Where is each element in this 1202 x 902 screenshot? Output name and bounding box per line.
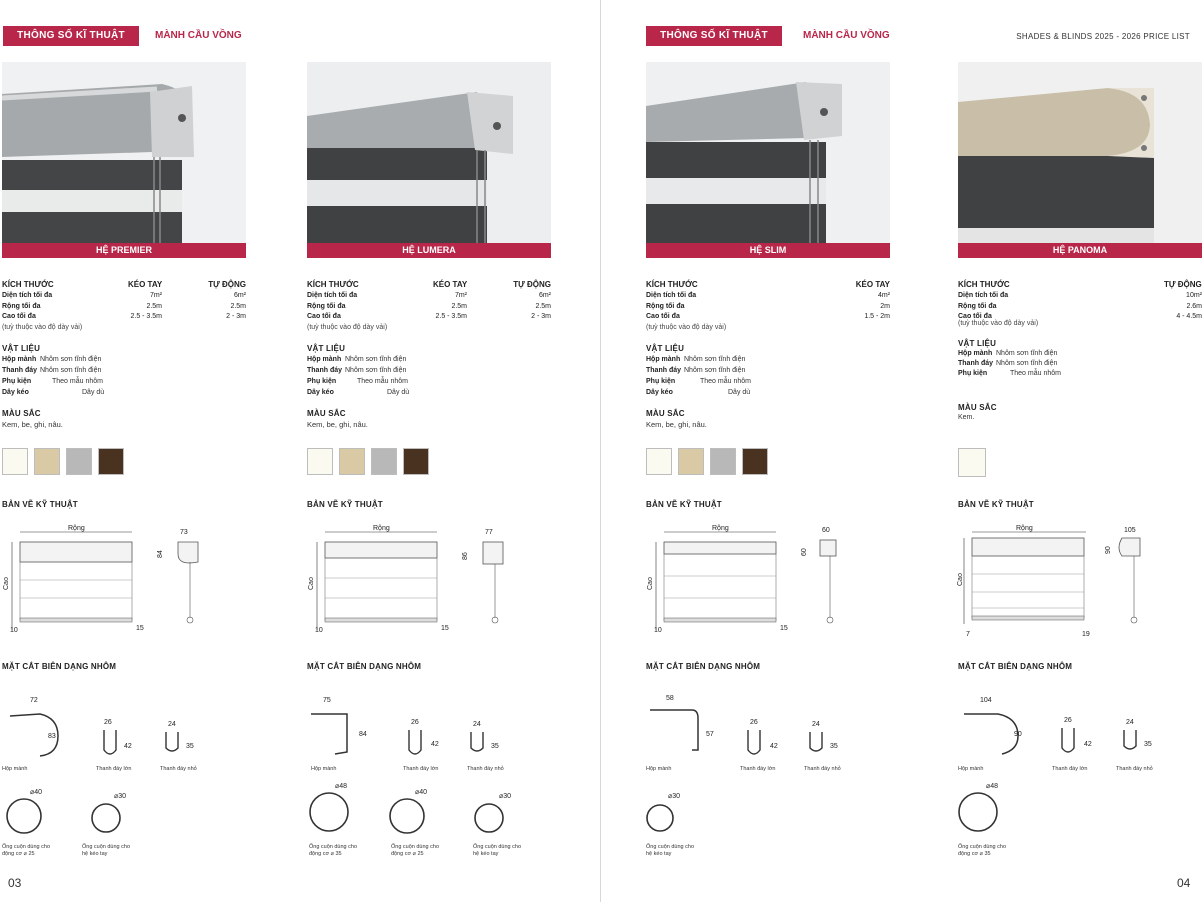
product-line: MÀNH CẦU VỒNG [155,30,242,41]
material-row: Phụ kiện Theo mẫu nhôm [958,370,1061,377]
svg-text:86: 86 [462,552,469,560]
svg-text:24: 24 [1126,719,1134,726]
svg-text:Hộp mành: Hộp mành [2,766,28,772]
svg-text:Cao: Cao [308,577,315,590]
svg-text:⌀40: ⌀40 [30,789,43,796]
technical-drawing [307,520,551,640]
technical-drawing [2,520,246,640]
fabric-note: (tuỳ thuộc vào độ dày vải) [646,324,727,331]
svg-text:Hộp mành: Hộp mành [646,766,672,772]
spec-row-height: Cao tối đa 4 - 4.5m [958,313,1202,320]
colors-text: Kem, be, ghi, nâu. [2,420,63,429]
page-number: 04 [1177,876,1191,890]
svg-text:10: 10 [10,627,18,634]
svg-text:90: 90 [1105,546,1112,554]
svg-text:⌀48: ⌀48 [335,783,348,790]
material-heading: VẬT LIỆU [958,339,997,348]
material-row: Dây kéo Dây dù [2,389,105,396]
svg-text:73: 73 [180,529,188,536]
profile-sections [958,688,1202,868]
svg-text:Ống cuộn dùng cho: Ống cuộn dùng cho [309,844,358,850]
svg-text:Ống cuộn dùng cho: Ống cuộn dùng cho [473,844,522,850]
svg-text:42: 42 [770,743,778,750]
svg-text:Thanh đáy nhỏ: Thanh đáy nhỏ [804,766,841,772]
section-tag: THÔNG SỐ KĨ THUẬT [646,26,782,46]
svg-text:105: 105 [1124,527,1136,534]
svg-text:Thanh đáy nhỏ: Thanh đáy nhỏ [467,766,504,772]
material-row: Thanh đáy Nhôm sơn tĩnh điện [646,367,746,374]
svg-text:60: 60 [822,527,830,534]
svg-text:Thanh đáy nhỏ: Thanh đáy nhỏ [160,766,197,772]
svg-text:Thanh đáy lớn: Thanh đáy lớn [740,766,776,772]
svg-text:42: 42 [124,743,132,750]
svg-text:35: 35 [491,743,499,750]
svg-text:động cơ ⌀ 35: động cơ ⌀ 35 [309,851,342,857]
svg-text:24: 24 [473,721,481,728]
svg-text:75: 75 [323,697,331,704]
section-tag: THÔNG SỐ KĨ THUẬT [3,26,139,46]
svg-text:động cơ ⌀ 25: động cơ ⌀ 25 [391,851,424,857]
product-slim [646,0,890,902]
drawing-heading: BẢN VẼ KỸ THUẬT [2,500,78,509]
color-heading: MÀU SẮC [2,409,41,418]
auto-heading: TỰ ĐỘNG [1164,280,1202,289]
auto-heading: TỰ ĐỘNG [208,280,246,289]
material-row: Thanh đáy Nhôm sơn tĩnh điện [958,360,1058,367]
svg-text:19: 19 [1082,631,1090,638]
color-swatch [958,448,986,477]
spec-row-area: Diện tích tối đa 7m² 6m² [307,292,551,299]
svg-text:⌀40: ⌀40 [415,789,428,796]
color-swatch [710,448,736,475]
spec-row-width: Rộng tối đa 2.5m 2.5m [307,303,551,310]
svg-text:42: 42 [1084,741,1092,748]
material-row: Phụ kiện Theo mẫu nhôm [2,378,103,385]
svg-text:Cao: Cao [647,577,654,590]
color-heading: MÀU SẮC [958,403,997,412]
svg-text:Rộng: Rộng [68,525,85,532]
color-heading: MÀU SẮC [307,409,346,418]
auto-heading: TỰ ĐỘNG [513,280,551,289]
profile-sections [646,688,890,868]
color-swatch [742,448,768,475]
material-heading: VẬT LIỆU [307,344,346,353]
technical-drawing [958,520,1202,640]
color-swatch [678,448,704,475]
svg-text:84: 84 [359,731,367,738]
product-photo [646,62,890,258]
svg-text:⌀30: ⌀30 [499,793,512,800]
size-heading: KÍCH THƯỚC [2,280,54,289]
color-swatch [98,448,124,475]
profile-heading: MẶT CẮT BIÊN DẠNG NHÔM [2,662,117,671]
svg-text:10: 10 [654,627,662,634]
product-photo [958,62,1202,258]
technical-drawing [646,520,890,640]
profile-sections [307,688,551,868]
svg-text:động cơ ⌀ 25: động cơ ⌀ 25 [2,851,35,857]
svg-text:15: 15 [136,625,144,632]
drawing-heading: BẢN VẼ KỸ THUẬT [958,500,1034,509]
svg-text:35: 35 [186,743,194,750]
color-swatch [2,448,28,475]
colors-text: Kem, be, ghi, nâu. [307,420,368,429]
product-line: MÀNH CẦU VỒNG [803,30,890,41]
svg-text:Ống cuộn dùng cho: Ống cuộn dùng cho [82,844,131,850]
product-photo [307,62,551,258]
svg-text:57: 57 [706,731,714,738]
svg-text:10: 10 [315,627,323,634]
spec-row-area: Diện tích tối đa 7m² 6m² [2,292,246,299]
material-row: Phụ kiện Theo mẫu nhôm [307,378,408,385]
svg-text:42: 42 [431,741,439,748]
svg-text:hệ kéo tay: hệ kéo tay [82,851,108,857]
product-photo [2,62,246,258]
color-swatch [646,448,672,475]
svg-text:24: 24 [168,721,176,728]
svg-text:77: 77 [485,529,493,536]
spec-row-width: Rộng tối đa 2m [646,303,890,310]
svg-text:26: 26 [411,719,419,726]
manual-heading: KÉO TAY [128,280,163,289]
product-premier [2,0,246,902]
svg-text:7: 7 [966,631,970,638]
svg-text:⌀30: ⌀30 [668,793,681,800]
svg-text:90: 90 [1014,731,1022,738]
svg-text:Thanh đáy nhỏ: Thanh đáy nhỏ [1116,766,1153,772]
drawing-heading: BẢN VẼ KỸ THUẬT [646,500,722,509]
svg-text:26: 26 [1064,717,1072,724]
svg-text:83: 83 [48,733,56,740]
material-row: Dây kéo Dây dù [307,389,410,396]
svg-text:Hộp mành: Hộp mành [958,766,984,772]
manual-heading: KÉO TAY [855,280,890,289]
manual-heading: KÉO TAY [433,280,468,289]
product-name: HỆ LUMERA [307,243,551,258]
colors-text: Kem, be, ghi, nâu. [646,420,707,429]
color-swatch [339,448,365,475]
size-heading: KÍCH THƯỚC [646,280,698,289]
right-page [600,0,1200,902]
product-panoma [958,0,1202,902]
spec-row-area: Diện tích tối đa 4m² [646,292,890,299]
svg-text:15: 15 [441,625,449,632]
svg-text:24: 24 [812,721,820,728]
svg-text:26: 26 [750,719,758,726]
material-row: Hộp mành Nhôm sơn tĩnh điện [958,350,1058,357]
size-heading: KÍCH THƯỚC [958,280,1010,289]
svg-text:động cơ ⌀ 35: động cơ ⌀ 35 [958,851,991,857]
svg-text:Thanh đáy lớn: Thanh đáy lớn [403,766,439,772]
material-row: Hộp mành Nhôm sơn tĩnh điện [646,356,746,363]
spec-row-width: Rộng tối đa 2.6m [958,303,1202,310]
svg-text:Rộng: Rộng [373,525,390,532]
svg-text:⌀48: ⌀48 [986,783,999,790]
product-name: HỆ PREMIER [2,243,246,258]
material-row: Thanh đáy Nhôm sơn tĩnh điện [307,367,407,374]
spec-row-width: Rộng tối đa 2.5m 2.5m [2,303,246,310]
color-heading: MÀU SẮC [646,409,685,418]
spec-row-area: Diện tích tối đa 10m² [958,292,1202,299]
svg-text:72: 72 [30,697,38,704]
svg-text:15: 15 [780,625,788,632]
spec-row-height: Cao tối đa 1.5 - 2m [646,313,890,320]
fabric-note: (tuỳ thuộc vào độ dày vải) [307,324,388,331]
color-swatch [307,448,333,475]
svg-text:Thanh đáy lớn: Thanh đáy lớn [1052,766,1088,772]
svg-text:104: 104 [980,697,992,704]
product-name: HỆ SLIM [646,243,890,258]
colors-text: Kem. [958,414,975,421]
left-page [0,0,600,902]
material-row: Dây kéo Dây dù [646,389,751,396]
svg-text:Ống cuộn dùng cho: Ống cuộn dùng cho [646,844,695,850]
color-swatch [66,448,92,475]
profile-heading: MẶT CẮT BIÊN DẠNG NHÔM [307,662,422,671]
price-list-title: SHADES & BLINDS 2025 - 2026 PRICE LIST [1016,32,1190,41]
color-swatch [403,448,429,475]
page-number: 03 [8,876,22,890]
svg-text:⌀30: ⌀30 [114,793,127,800]
color-swatch [34,448,60,475]
drawing-heading: BẢN VẼ KỸ THUẬT [307,500,383,509]
material-row: Hộp mành Nhôm sơn tĩnh điện [2,356,102,363]
svg-text:Ống cuộn dùng cho: Ống cuộn dùng cho [391,844,440,850]
svg-text:Hộp mành: Hộp mành [311,766,337,772]
svg-text:Cao: Cao [957,573,964,586]
fabric-note: (tuỳ thuộc vào độ dày vải) [2,324,83,331]
svg-text:Ống cuộn dùng cho: Ống cuộn dùng cho [958,844,1007,850]
size-heading: KÍCH THƯỚC [307,280,359,289]
profile-sections [2,688,246,868]
spec-row-height: Cao tối đa 2.5 - 3.5m 2 - 3m [307,313,551,320]
svg-text:Rộng: Rộng [712,525,729,532]
svg-text:Rộng: Rộng [1016,525,1033,532]
svg-text:58: 58 [666,695,674,702]
material-heading: VẬT LIỆU [2,344,41,353]
material-row: Phụ kiện Theo mẫu nhôm [646,378,751,385]
svg-text:hệ kéo tay: hệ kéo tay [473,851,499,857]
svg-text:hệ kéo tay: hệ kéo tay [646,851,672,857]
svg-text:84: 84 [157,550,164,558]
product-name: HỆ PANOMA [958,243,1202,258]
product-lumera [307,0,551,902]
svg-text:Cao: Cao [3,577,10,590]
color-swatch [371,448,397,475]
svg-text:26: 26 [104,719,112,726]
svg-text:Ống cuộn dùng cho: Ống cuộn dùng cho [2,844,51,850]
fabric-note: (tuỳ thuộc vào độ dày vải) [958,320,1039,327]
material-heading: VẬT LIỆU [646,344,685,353]
svg-text:Thanh đáy lớn: Thanh đáy lớn [96,766,132,772]
profile-heading: MẶT CẮT BIÊN DẠNG NHÔM [646,662,761,671]
spec-row-height: Cao tối đa 2.5 - 3.5m 2 - 3m [2,313,246,320]
svg-text:35: 35 [830,743,838,750]
material-row: Thanh đáy Nhôm sơn tĩnh điện [2,367,102,374]
svg-text:35: 35 [1144,741,1152,748]
svg-text:60: 60 [801,548,808,556]
material-row: Hộp mành Nhôm sơn tĩnh điện [307,356,407,363]
profile-heading: MẶT CẮT BIÊN DẠNG NHÔM [958,662,1073,671]
